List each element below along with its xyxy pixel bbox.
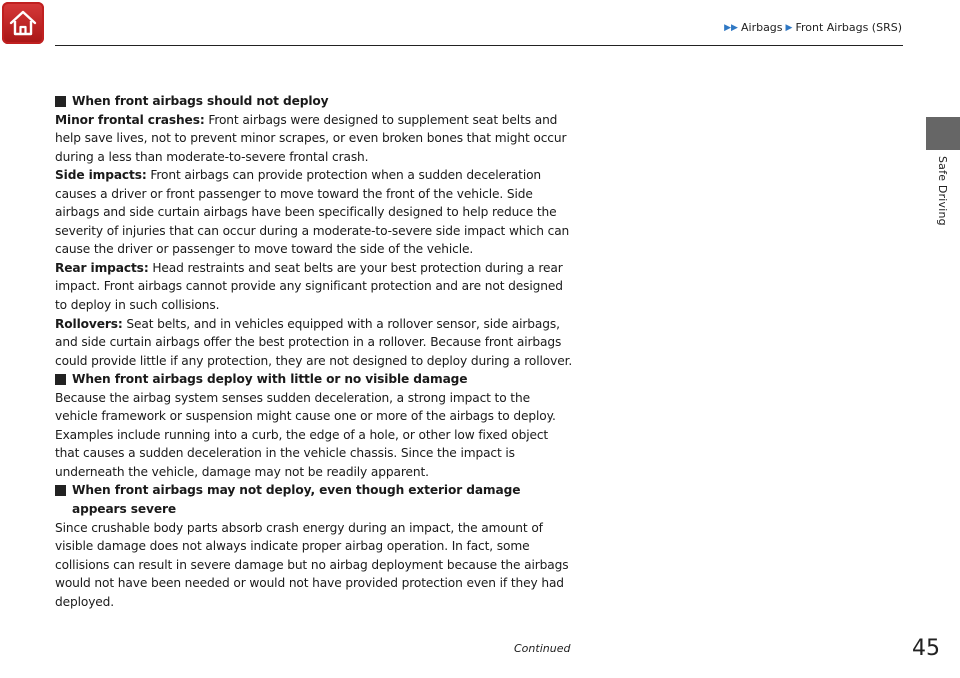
paragraph-rear-impacts [55, 259, 575, 315]
paragraph-severe-damage: Since crushable body parts absorb crash energy during an impact, the amount of visible damage does not always indicate proper airbag operation. In fact, some collisions can result in severe damage but no airbag deployment because the airbags would not have been needed or would not have provided protection even if they had deployed. [55, 520, 569, 609]
header-divider [55, 45, 903, 46]
term-label: Rear impacts: [55, 260, 149, 275]
term-label: Rollovers: [55, 316, 123, 331]
section-heading: When front airbags should not deploy [55, 92, 575, 111]
home-icon [8, 9, 38, 37]
section-heading: When front airbags may not deploy, even though exterior damage appears severe [55, 481, 575, 518]
paragraph-side-impacts [55, 166, 575, 259]
paragraph-text: Front airbags can provide protection when a sudden deceleration causes a driver or front passenger to move toward the front of the vehicle. Side airbags and side curtain airbags have been specifically designed to help reduce the severity of injuries that can occur during a moderate-to-severe side impact which can cause the driver or passenger to move toward the side of the vehicle. [55, 168, 570, 257]
paragraph-text: Head restraints and seat belts are your best protection during a rear impact. Front airbags cannot provide any significant protection and are not designed to deploy in such collisions. [55, 260, 563, 313]
continued-note: Continued [514, 642, 571, 655]
paragraph-rollovers [55, 315, 575, 371]
section-heading: When front airbags deploy with little or no visible damage [55, 370, 575, 389]
breadcrumb-arrow-icon: ▶▶ [724, 22, 738, 33]
home-button[interactable] [2, 2, 44, 44]
section-tab-marker[interactable] [926, 117, 960, 150]
paragraph-minor-frontal-crashes [55, 111, 575, 167]
page-number: 45 [912, 636, 940, 661]
section-tab-label: Safe Driving [936, 156, 949, 226]
term-label: Side impacts: [55, 168, 147, 183]
breadcrumb [724, 21, 902, 34]
paragraph-text: Seat belts, and in vehicles equipped with a rollover sensor, side airbags, and side curtain airbags offer the best protection in a rollover. Because front airbags could provide little if any protection, they are not designed to deploy during a rollover. [55, 316, 573, 368]
breadcrumb-link-front-airbags[interactable]: Front Airbags (SRS) [795, 21, 902, 34]
term-label: Minor frontal crashes: [55, 112, 205, 127]
paragraph-text: Front airbags were designed to supplement seat belts and help save lives, not to prevent minor scrapes, or even broken bones that might occur during a less than moderate-to-severe frontal crash. [55, 112, 567, 164]
breadcrumb-arrow-icon: ▶ [785, 22, 793, 33]
breadcrumb-link-airbags[interactable]: Airbags [740, 21, 783, 34]
paragraph-little-damage: Because the airbag system senses sudden deceleration, a strong impact to the vehicle framework or suspension might cause one or more of the airbags to deploy. Examples include running into a curb, the edge of a hole, or other low fixed object that causes a sudden deceleration in the vehicle chassis. Since the impact is underneath the vehicle, damage may not be readily apparent. [55, 390, 556, 479]
page-body [55, 92, 575, 611]
